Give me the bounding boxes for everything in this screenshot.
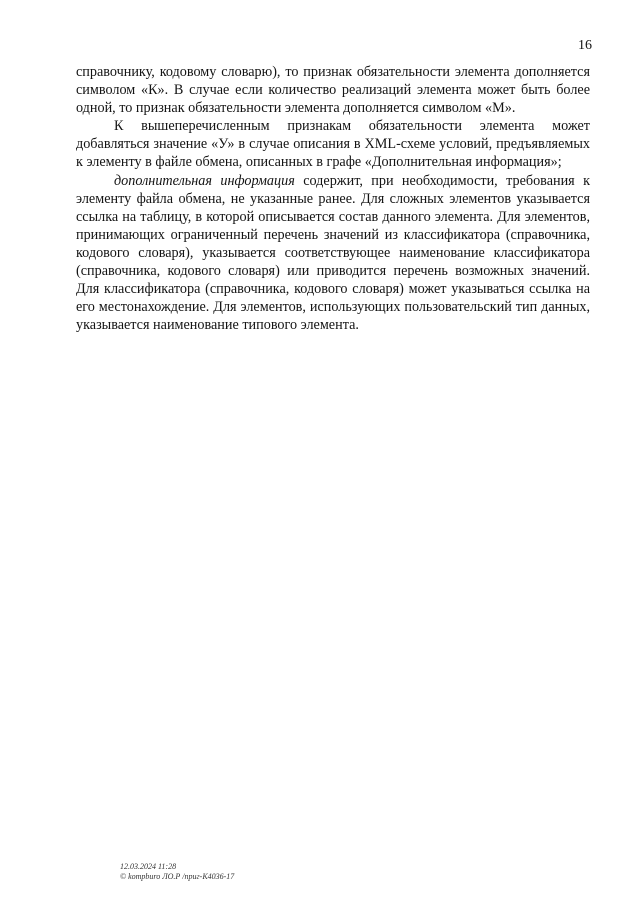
italic-term: дополнительная информация <box>114 172 295 189</box>
document-body <box>76 63 590 334</box>
paragraph-additional-info-text: содержит, при необходимости, требования к элементу файла обмена, не указанные ранее. Для сложных элементов указывается ссылка на таблицу, в которой описывается состав данного элемента. Для элементов, принимающих ограниченный перечень значений из классификатора (справочника, кодового словаря), указывается соответствующее наименование классификатора (справочника, кодового словаря) или приводится перечень возможных значений. Для классификатора (справочника, кодового словаря) может указываться ссылка на его местонахождение. Для элементов, использующих пользовательский тип данных, указывается наименование типового элемента. <box>76 172 590 334</box>
paragraph-mandatory-sign: К вышеперечисленным признакам обязательности элемента может добавляться значение «У» в случае описания в XML-схеме условий, предъявляемых к элементу в файле обмена, описанных в графе «Дополнительная информация»; <box>76 118 590 171</box>
paragraph-additional-info <box>76 172 590 335</box>
footer-stamp <box>120 862 234 882</box>
footer-timestamp: 12.03.2024 11:28 <box>120 862 177 871</box>
paragraph-continuation: справочнику, кодовому словарю), то признак обязательности элемента дополняется символом «К». В случае если количество реализаций элемента может быть более одной, то признак обязательности элемента дополняется символом «М». <box>76 64 590 117</box>
footer-doc-ref: © kompburo ЛО.Р /приг-К4036-17 <box>120 872 235 881</box>
page-number: 16 <box>578 38 592 53</box>
